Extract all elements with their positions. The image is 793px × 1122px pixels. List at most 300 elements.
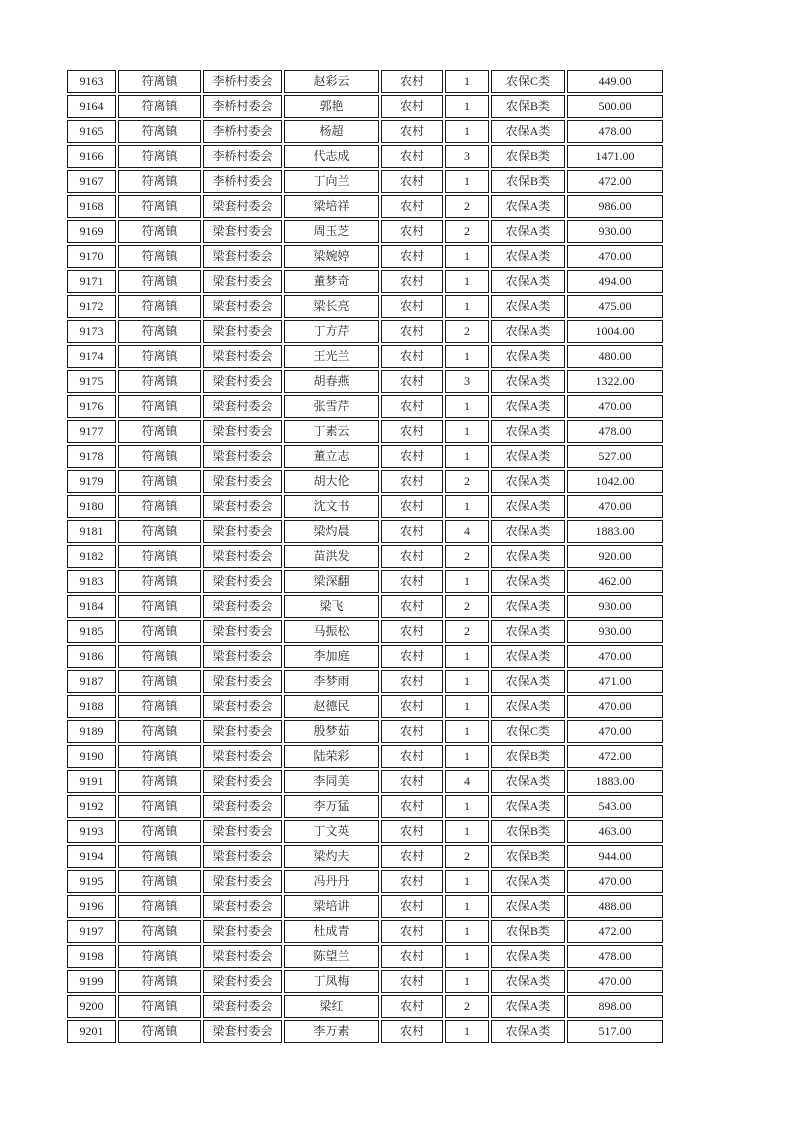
amount-cell: 930.00 [567, 595, 663, 618]
person-count-cell: 1 [445, 495, 489, 518]
table-row [67, 520, 663, 543]
person-name-cell: 李万猛 [284, 795, 379, 818]
serial-number-cell: 9164 [67, 95, 116, 118]
insurance-category-cell: 农保A类 [491, 445, 565, 468]
person-name-cell: 李加庭 [284, 645, 379, 668]
amount-cell: 543.00 [567, 795, 663, 818]
person-count-cell: 1 [445, 1020, 489, 1043]
serial-number-cell: 9166 [67, 145, 116, 168]
person-count-cell: 1 [445, 795, 489, 818]
insurance-category-cell: 农保B类 [491, 845, 565, 868]
amount-cell: 472.00 [567, 745, 663, 768]
person-name-cell: 赵彩云 [284, 70, 379, 93]
amount-cell: 470.00 [567, 245, 663, 268]
residence-type-cell: 农村 [381, 620, 443, 643]
insurance-category-cell: 农保B类 [491, 920, 565, 943]
residence-type-cell: 农村 [381, 95, 443, 118]
residence-type-cell: 农村 [381, 695, 443, 718]
insurance-category-cell: 农保A类 [491, 645, 565, 668]
insurance-category-cell: 农保B类 [491, 745, 565, 768]
serial-number-cell: 9185 [67, 620, 116, 643]
person-name-cell: 董梦奇 [284, 270, 379, 293]
town-cell: 符离镇 [118, 70, 201, 93]
insurance-category-cell: 农保A类 [491, 320, 565, 343]
table-row [67, 895, 663, 918]
amount-cell: 470.00 [567, 395, 663, 418]
person-count-cell: 1 [445, 670, 489, 693]
town-cell: 符离镇 [118, 820, 201, 843]
village-committee-cell: 梁套村委会 [203, 220, 282, 243]
town-cell: 符离镇 [118, 120, 201, 143]
amount-cell: 1322.00 [567, 370, 663, 393]
person-count-cell: 1 [445, 745, 489, 768]
town-cell: 符离镇 [118, 370, 201, 393]
serial-number-cell: 9191 [67, 770, 116, 793]
residence-type-cell: 农村 [381, 420, 443, 443]
serial-number-cell: 9180 [67, 495, 116, 518]
residence-type-cell: 农村 [381, 570, 443, 593]
serial-number-cell: 9184 [67, 595, 116, 618]
table-row [67, 970, 663, 993]
village-committee-cell: 梁套村委会 [203, 495, 282, 518]
amount-cell: 470.00 [567, 645, 663, 668]
amount-cell: 478.00 [567, 120, 663, 143]
residence-type-cell: 农村 [381, 545, 443, 568]
person-name-cell: 王光兰 [284, 345, 379, 368]
town-cell: 符离镇 [118, 395, 201, 418]
person-count-cell: 1 [445, 945, 489, 968]
serial-number-cell: 9201 [67, 1020, 116, 1043]
town-cell: 符离镇 [118, 520, 201, 543]
amount-cell: 470.00 [567, 720, 663, 743]
insurance-category-cell: 农保C类 [491, 720, 565, 743]
village-committee-cell: 梁套村委会 [203, 970, 282, 993]
insurance-category-cell: 农保B类 [491, 820, 565, 843]
town-cell: 符离镇 [118, 220, 201, 243]
person-name-cell: 梁红 [284, 995, 379, 1018]
insurance-category-cell: 农保B类 [491, 170, 565, 193]
insurance-category-cell: 农保A类 [491, 345, 565, 368]
person-count-cell: 1 [445, 820, 489, 843]
amount-cell: 449.00 [567, 70, 663, 93]
table-row [67, 670, 663, 693]
person-name-cell: 丁素云 [284, 420, 379, 443]
town-cell: 符离镇 [118, 495, 201, 518]
serial-number-cell: 9175 [67, 370, 116, 393]
town-cell: 符离镇 [118, 745, 201, 768]
residence-type-cell: 农村 [381, 845, 443, 868]
residence-type-cell: 农村 [381, 670, 443, 693]
person-name-cell: 李梦雨 [284, 670, 379, 693]
person-name-cell: 梁长亮 [284, 295, 379, 318]
person-count-cell: 3 [445, 370, 489, 393]
insurance-category-cell: 农保A类 [491, 870, 565, 893]
village-committee-cell: 梁套村委会 [203, 345, 282, 368]
person-count-cell: 2 [445, 995, 489, 1018]
serial-number-cell: 9173 [67, 320, 116, 343]
amount-cell: 898.00 [567, 995, 663, 1018]
serial-number-cell: 9196 [67, 895, 116, 918]
residence-type-cell: 农村 [381, 870, 443, 893]
person-name-cell: 胡大伦 [284, 470, 379, 493]
insurance-category-cell: 农保B类 [491, 95, 565, 118]
person-name-cell: 杨超 [284, 120, 379, 143]
person-name-cell: 丁凤梅 [284, 970, 379, 993]
amount-cell: 463.00 [567, 820, 663, 843]
insurance-category-cell: 农保C类 [491, 70, 565, 93]
village-committee-cell: 梁套村委会 [203, 770, 282, 793]
residence-type-cell: 农村 [381, 920, 443, 943]
person-name-cell: 冯丹丹 [284, 870, 379, 893]
serial-number-cell: 9198 [67, 945, 116, 968]
residence-type-cell: 农村 [381, 145, 443, 168]
amount-cell: 478.00 [567, 420, 663, 443]
table-row [67, 370, 663, 393]
person-count-cell: 1 [445, 870, 489, 893]
table-row [67, 195, 663, 218]
table-row [67, 770, 663, 793]
town-cell: 符离镇 [118, 895, 201, 918]
insurance-category-cell: 农保A类 [491, 245, 565, 268]
town-cell: 符离镇 [118, 670, 201, 693]
table-row [67, 295, 663, 318]
table-row [67, 920, 663, 943]
person-count-cell: 1 [445, 695, 489, 718]
amount-cell: 472.00 [567, 170, 663, 193]
town-cell: 符离镇 [118, 695, 201, 718]
amount-cell: 527.00 [567, 445, 663, 468]
table-row [67, 495, 663, 518]
amount-cell: 1004.00 [567, 320, 663, 343]
person-name-cell: 梁灼夫 [284, 845, 379, 868]
serial-number-cell: 9190 [67, 745, 116, 768]
village-committee-cell: 梁套村委会 [203, 995, 282, 1018]
person-count-cell: 1 [445, 895, 489, 918]
insurance-category-cell: 农保A类 [491, 695, 565, 718]
residence-type-cell: 农村 [381, 320, 443, 343]
person-name-cell: 李万素 [284, 1020, 379, 1043]
insurance-category-cell: 农保A类 [491, 620, 565, 643]
person-name-cell: 张雪芹 [284, 395, 379, 418]
village-committee-cell: 梁套村委会 [203, 870, 282, 893]
amount-cell: 470.00 [567, 495, 663, 518]
village-committee-cell: 梁套村委会 [203, 245, 282, 268]
person-name-cell: 丁方芹 [284, 320, 379, 343]
serial-number-cell: 9200 [67, 995, 116, 1018]
table-row [67, 320, 663, 343]
insurance-category-cell: 农保A类 [491, 670, 565, 693]
serial-number-cell: 9168 [67, 195, 116, 218]
table-row [67, 70, 663, 93]
serial-number-cell: 9174 [67, 345, 116, 368]
village-committee-cell: 梁套村委会 [203, 895, 282, 918]
person-count-cell: 1 [445, 420, 489, 443]
amount-cell: 517.00 [567, 1020, 663, 1043]
person-count-cell: 1 [445, 970, 489, 993]
village-committee-cell: 梁套村委会 [203, 520, 282, 543]
insurance-category-cell: 农保A类 [491, 795, 565, 818]
person-name-cell: 胡春燕 [284, 370, 379, 393]
town-cell: 符离镇 [118, 295, 201, 318]
residence-type-cell: 农村 [381, 295, 443, 318]
town-cell: 符离镇 [118, 345, 201, 368]
person-count-cell: 1 [445, 645, 489, 668]
village-committee-cell: 梁套村委会 [203, 1020, 282, 1043]
village-committee-cell: 李桥村委会 [203, 95, 282, 118]
residence-type-cell: 农村 [381, 520, 443, 543]
table-row [67, 245, 663, 268]
residence-type-cell: 农村 [381, 795, 443, 818]
insurance-category-cell: 农保A类 [491, 220, 565, 243]
town-cell: 符离镇 [118, 845, 201, 868]
person-count-cell: 1 [445, 720, 489, 743]
table-row [67, 645, 663, 668]
village-committee-cell: 梁套村委会 [203, 645, 282, 668]
town-cell: 符离镇 [118, 945, 201, 968]
person-name-cell: 梁深翻 [284, 570, 379, 593]
table-row [67, 620, 663, 643]
person-name-cell: 梁培祥 [284, 195, 379, 218]
town-cell: 符离镇 [118, 170, 201, 193]
town-cell: 符离镇 [118, 545, 201, 568]
residence-type-cell: 农村 [381, 245, 443, 268]
residence-type-cell: 农村 [381, 445, 443, 468]
serial-number-cell: 9192 [67, 795, 116, 818]
village-committee-cell: 梁套村委会 [203, 545, 282, 568]
town-cell: 符离镇 [118, 970, 201, 993]
residence-type-cell: 农村 [381, 770, 443, 793]
person-count-cell: 4 [445, 770, 489, 793]
village-committee-cell: 梁套村委会 [203, 920, 282, 943]
serial-number-cell: 9182 [67, 545, 116, 568]
village-committee-cell: 梁套村委会 [203, 695, 282, 718]
person-name-cell: 苗洪发 [284, 545, 379, 568]
town-cell: 符离镇 [118, 470, 201, 493]
table-row [67, 745, 663, 768]
table-row [67, 445, 663, 468]
residence-type-cell: 农村 [381, 220, 443, 243]
amount-cell: 1883.00 [567, 520, 663, 543]
residence-type-cell: 农村 [381, 170, 443, 193]
residence-type-cell: 农村 [381, 995, 443, 1018]
person-count-cell: 4 [445, 520, 489, 543]
amount-cell: 470.00 [567, 970, 663, 993]
serial-number-cell: 9178 [67, 445, 116, 468]
person-name-cell: 丁向兰 [284, 170, 379, 193]
table-row [67, 270, 663, 293]
table-row [67, 870, 663, 893]
serial-number-cell: 9171 [67, 270, 116, 293]
serial-number-cell: 9181 [67, 520, 116, 543]
table-row [67, 395, 663, 418]
residence-type-cell: 农村 [381, 1020, 443, 1043]
table-row [67, 820, 663, 843]
person-name-cell: 殷梦茹 [284, 720, 379, 743]
table-row [67, 1020, 663, 1043]
town-cell: 符离镇 [118, 595, 201, 618]
village-committee-cell: 梁套村委会 [203, 795, 282, 818]
insurance-category-cell: 农保A类 [491, 895, 565, 918]
serial-number-cell: 9188 [67, 695, 116, 718]
person-count-cell: 2 [445, 845, 489, 868]
serial-number-cell: 9165 [67, 120, 116, 143]
table-row [67, 170, 663, 193]
town-cell: 符离镇 [118, 570, 201, 593]
person-count-cell: 1 [445, 120, 489, 143]
insurance-category-cell: 农保A类 [491, 570, 565, 593]
village-committee-cell: 梁套村委会 [203, 820, 282, 843]
person-count-cell: 1 [445, 170, 489, 193]
table-row [67, 345, 663, 368]
serial-number-cell: 9183 [67, 570, 116, 593]
village-committee-cell: 李桥村委会 [203, 70, 282, 93]
village-committee-cell: 梁套村委会 [203, 370, 282, 393]
person-name-cell: 梁培讲 [284, 895, 379, 918]
person-name-cell: 陈望兰 [284, 945, 379, 968]
insurance-category-cell: 农保A类 [491, 495, 565, 518]
insurance-category-cell: 农保A类 [491, 595, 565, 618]
insurance-category-cell: 农保A类 [491, 1020, 565, 1043]
table-row [67, 220, 663, 243]
person-count-cell: 1 [445, 70, 489, 93]
residence-type-cell: 农村 [381, 70, 443, 93]
person-name-cell: 李同美 [284, 770, 379, 793]
residence-type-cell: 农村 [381, 270, 443, 293]
amount-cell: 500.00 [567, 95, 663, 118]
village-committee-cell: 梁套村委会 [203, 395, 282, 418]
insurance-category-cell: 农保A类 [491, 195, 565, 218]
serial-number-cell: 9189 [67, 720, 116, 743]
amount-cell: 470.00 [567, 870, 663, 893]
town-cell: 符离镇 [118, 245, 201, 268]
amount-cell: 1883.00 [567, 770, 663, 793]
table-row [67, 545, 663, 568]
village-committee-cell: 梁套村委会 [203, 420, 282, 443]
person-count-cell: 1 [445, 570, 489, 593]
village-committee-cell: 梁套村委会 [203, 270, 282, 293]
table-row [67, 720, 663, 743]
person-count-cell: 2 [445, 620, 489, 643]
person-count-cell: 2 [445, 545, 489, 568]
serial-number-cell: 9172 [67, 295, 116, 318]
village-committee-cell: 梁套村委会 [203, 445, 282, 468]
serial-number-cell: 9193 [67, 820, 116, 843]
amount-cell: 1042.00 [567, 470, 663, 493]
person-count-cell: 2 [445, 470, 489, 493]
insurance-category-cell: 农保A类 [491, 270, 565, 293]
residence-type-cell: 农村 [381, 345, 443, 368]
residence-type-cell: 农村 [381, 745, 443, 768]
person-count-cell: 1 [445, 345, 489, 368]
serial-number-cell: 9169 [67, 220, 116, 243]
person-count-cell: 2 [445, 320, 489, 343]
person-count-cell: 1 [445, 95, 489, 118]
insurance-category-cell: 农保A类 [491, 970, 565, 993]
insurance-category-cell: 农保A类 [491, 120, 565, 143]
town-cell: 符离镇 [118, 95, 201, 118]
person-name-cell: 陆荣彩 [284, 745, 379, 768]
village-committee-cell: 梁套村委会 [203, 470, 282, 493]
amount-cell: 462.00 [567, 570, 663, 593]
residence-type-cell: 农村 [381, 895, 443, 918]
serial-number-cell: 9170 [67, 245, 116, 268]
person-count-cell: 1 [445, 295, 489, 318]
insurance-category-cell: 农保A类 [491, 395, 565, 418]
table-row [67, 120, 663, 143]
village-committee-cell: 李桥村委会 [203, 145, 282, 168]
town-cell: 符离镇 [118, 445, 201, 468]
town-cell: 符离镇 [118, 320, 201, 343]
residence-type-cell: 农村 [381, 595, 443, 618]
town-cell: 符离镇 [118, 270, 201, 293]
table-row [67, 570, 663, 593]
insurance-payment-table [65, 68, 665, 1045]
insurance-category-cell: 农保A类 [491, 470, 565, 493]
amount-cell: 475.00 [567, 295, 663, 318]
person-name-cell: 马振松 [284, 620, 379, 643]
serial-number-cell: 9195 [67, 870, 116, 893]
serial-number-cell: 9187 [67, 670, 116, 693]
person-name-cell: 郭艳 [284, 95, 379, 118]
person-count-cell: 1 [445, 395, 489, 418]
roster-table-container [65, 68, 665, 1045]
town-cell: 符离镇 [118, 795, 201, 818]
table-row [67, 845, 663, 868]
amount-cell: 930.00 [567, 620, 663, 643]
residence-type-cell: 农村 [381, 945, 443, 968]
serial-number-cell: 9179 [67, 470, 116, 493]
amount-cell: 986.00 [567, 195, 663, 218]
amount-cell: 494.00 [567, 270, 663, 293]
residence-type-cell: 农村 [381, 470, 443, 493]
person-name-cell: 梁婉婷 [284, 245, 379, 268]
village-committee-cell: 李桥村委会 [203, 120, 282, 143]
person-name-cell: 梁灼晨 [284, 520, 379, 543]
insurance-category-cell: 农保A类 [491, 770, 565, 793]
person-name-cell: 杜成青 [284, 920, 379, 943]
village-committee-cell: 梁套村委会 [203, 570, 282, 593]
amount-cell: 472.00 [567, 920, 663, 943]
person-name-cell: 董立志 [284, 445, 379, 468]
insurance-category-cell: 农保A类 [491, 420, 565, 443]
person-name-cell: 梁飞 [284, 595, 379, 618]
town-cell: 符离镇 [118, 770, 201, 793]
village-committee-cell: 梁套村委会 [203, 295, 282, 318]
serial-number-cell: 9199 [67, 970, 116, 993]
village-committee-cell: 梁套村委会 [203, 670, 282, 693]
village-committee-cell: 梁套村委会 [203, 595, 282, 618]
serial-number-cell: 9194 [67, 845, 116, 868]
amount-cell: 478.00 [567, 945, 663, 968]
amount-cell: 920.00 [567, 545, 663, 568]
residence-type-cell: 农村 [381, 195, 443, 218]
table-row [67, 995, 663, 1018]
person-name-cell: 赵德民 [284, 695, 379, 718]
person-name-cell: 沈文书 [284, 495, 379, 518]
person-count-cell: 1 [445, 245, 489, 268]
residence-type-cell: 农村 [381, 120, 443, 143]
serial-number-cell: 9163 [67, 70, 116, 93]
person-count-cell: 1 [445, 270, 489, 293]
person-count-cell: 1 [445, 445, 489, 468]
town-cell: 符离镇 [118, 420, 201, 443]
town-cell: 符离镇 [118, 995, 201, 1018]
amount-cell: 470.00 [567, 695, 663, 718]
serial-number-cell: 9177 [67, 420, 116, 443]
table-row [67, 420, 663, 443]
village-committee-cell: 梁套村委会 [203, 620, 282, 643]
person-name-cell: 丁文英 [284, 820, 379, 843]
